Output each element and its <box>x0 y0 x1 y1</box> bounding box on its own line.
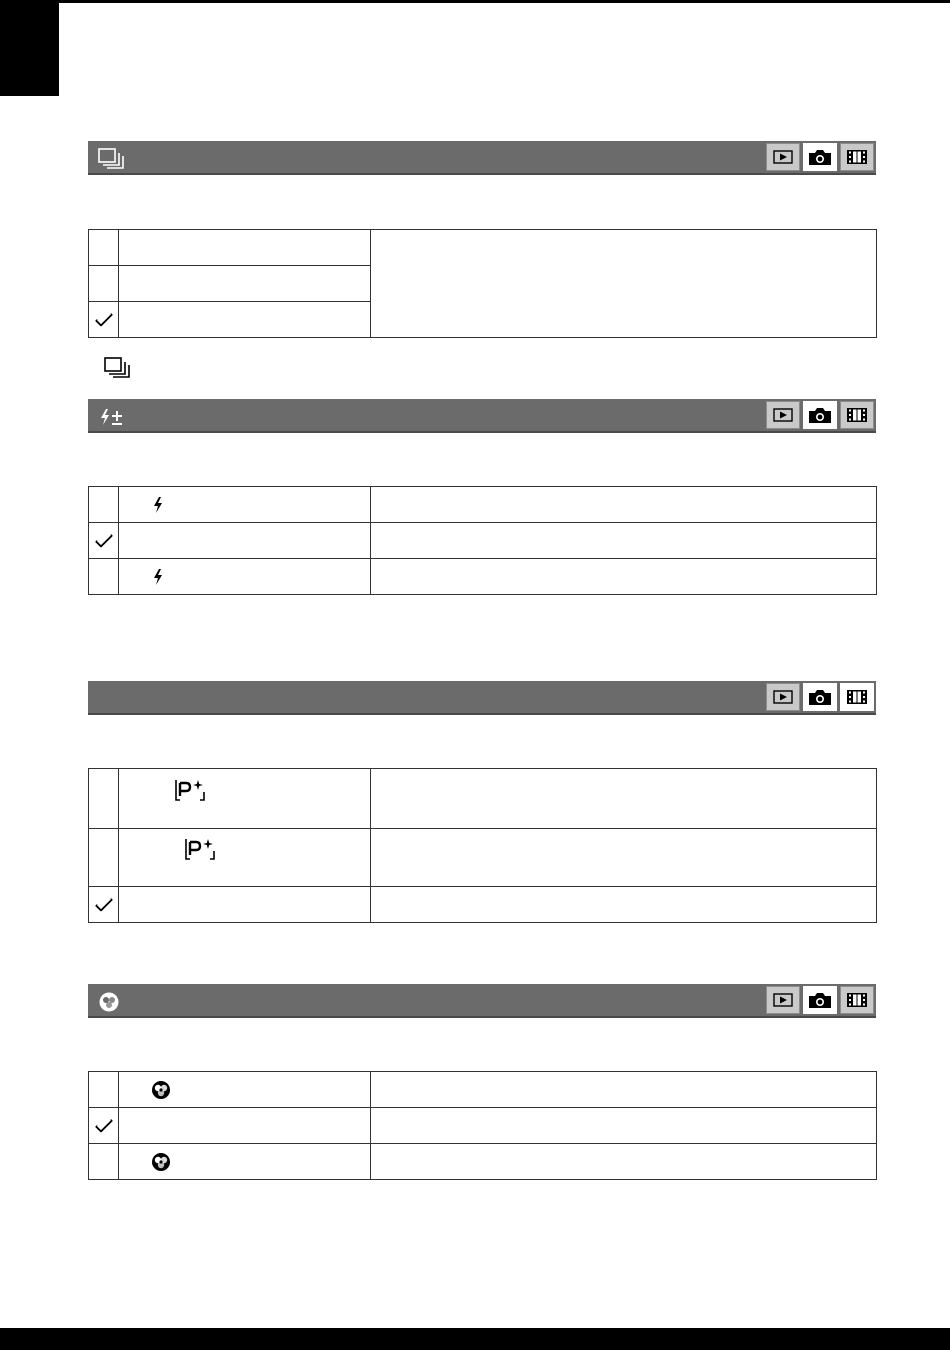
option-label-cell[interactable] <box>119 1108 371 1144</box>
option-description-cell <box>371 1144 877 1180</box>
check-mark-icon <box>94 897 114 913</box>
mode-icons <box>766 143 874 173</box>
table-row <box>89 887 877 923</box>
color-saturation-icon <box>151 1080 171 1100</box>
table-row <box>89 1108 877 1144</box>
check-cell <box>89 230 119 266</box>
option-label-cell[interactable] <box>119 559 371 595</box>
option-label-cell[interactable] <box>119 1144 371 1180</box>
option-label-cell[interactable] <box>119 523 371 559</box>
check-cell <box>89 769 119 829</box>
playback-mode-icon <box>766 401 800 429</box>
burst-stack-icon <box>98 148 124 170</box>
section-header-dro <box>88 681 876 715</box>
option-description-cell <box>371 1108 877 1144</box>
option-description-cell <box>371 559 877 595</box>
mode-icons <box>766 986 874 1016</box>
section-header-burst <box>88 141 876 175</box>
table-row <box>89 559 877 595</box>
check-cell <box>89 1072 119 1108</box>
check-cell <box>89 1108 119 1144</box>
table-row <box>89 230 877 266</box>
section-header-flash-level <box>88 399 876 433</box>
table-row <box>89 487 877 523</box>
option-label-cell[interactable] <box>119 887 371 923</box>
section-header-color-saturation <box>88 984 876 1018</box>
option-label-cell[interactable] <box>119 769 371 829</box>
check-cell <box>89 887 119 923</box>
option-description-cell <box>371 829 877 887</box>
table-row <box>89 1072 877 1108</box>
option-description-cell <box>371 230 877 338</box>
playback-mode-icon <box>766 683 800 711</box>
bottom-bar <box>0 1328 950 1350</box>
option-label-cell[interactable] <box>119 829 371 887</box>
table-row <box>89 1144 877 1180</box>
option-description-cell <box>371 523 877 559</box>
check-cell <box>89 829 119 887</box>
options-table-dro <box>88 768 877 923</box>
camera-mode-icon <box>803 683 837 711</box>
movie-mode-icon <box>840 143 874 171</box>
option-description-cell <box>371 887 877 923</box>
movie-mode-icon <box>840 401 874 429</box>
check-cell <box>89 487 119 523</box>
flash-plus-minus-icon <box>98 406 124 428</box>
options-table-flash-level <box>88 486 877 595</box>
options-table-burst <box>88 229 877 338</box>
option-label-cell[interactable] <box>119 230 371 266</box>
movie-mode-icon <box>840 986 874 1014</box>
table-row <box>89 829 877 887</box>
check-cell <box>89 523 119 559</box>
check-cell <box>89 302 119 338</box>
corner-tab <box>0 0 59 96</box>
camera-mode-icon <box>803 986 837 1014</box>
option-label-cell[interactable] <box>119 302 371 338</box>
option-label-cell[interactable] <box>119 266 371 302</box>
camera-mode-icon <box>803 143 837 171</box>
options-table-color-saturation <box>88 1071 877 1180</box>
top-rule <box>0 0 950 3</box>
option-description-cell <box>371 487 877 523</box>
flash-icon <box>153 569 163 585</box>
check-cell <box>89 559 119 595</box>
movie-mode-icon <box>840 683 874 711</box>
mode-icons <box>766 683 874 713</box>
color-saturation-icon <box>151 1152 171 1172</box>
check-cell <box>89 266 119 302</box>
flash-icon <box>153 497 163 513</box>
table-row <box>89 769 877 829</box>
check-mark-icon <box>94 533 114 549</box>
burst-stack-icon <box>104 357 130 379</box>
check-mark-icon <box>94 312 114 328</box>
camera-mode-icon <box>803 401 837 429</box>
dro-p-icon <box>185 838 215 860</box>
mode-icons <box>766 401 874 431</box>
option-description-cell <box>371 769 877 829</box>
check-mark-icon <box>94 1118 114 1134</box>
table-row <box>89 523 877 559</box>
color-saturation-icon <box>98 991 124 1013</box>
check-cell <box>89 1144 119 1180</box>
playback-mode-icon <box>766 986 800 1014</box>
option-label-cell[interactable] <box>119 1072 371 1108</box>
dro-p-icon <box>175 779 205 801</box>
playback-mode-icon <box>766 143 800 171</box>
option-description-cell <box>371 1072 877 1108</box>
option-label-cell[interactable] <box>119 487 371 523</box>
